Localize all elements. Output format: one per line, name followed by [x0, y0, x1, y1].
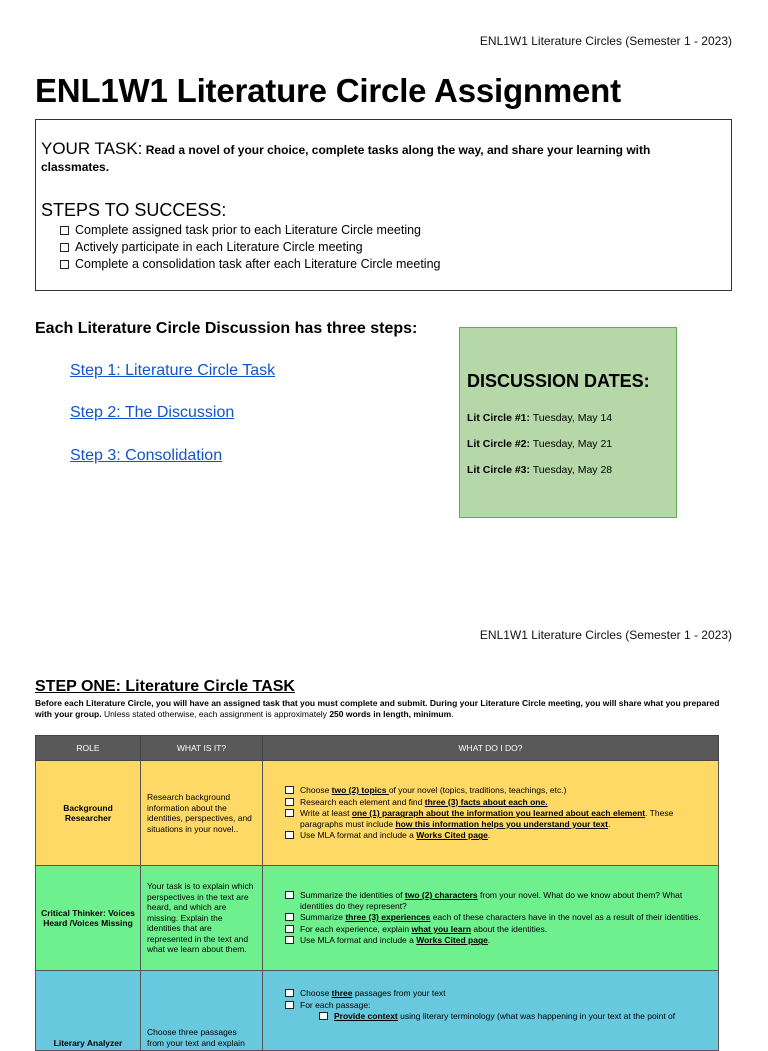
what-cell: Your task is to explain which perspectives in the text are heard, and which are missing. Explain the identities that are represented in the text and what we learn about them.: [141, 866, 263, 971]
column-header-what: WHAT IS IT?: [141, 736, 263, 761]
step-checkbox-item[interactable]: [60, 223, 421, 237]
intro-bold: Before each Literature Circle, you will have an assigned task that you must complete and submit. During your Literature Circle meeting, you will share what you prepared with your group.: [35, 698, 720, 719]
date-row: [467, 438, 612, 450]
step-checkbox-item[interactable]: [60, 257, 440, 271]
intro-text: Unless stated otherwise, each assignment is approximately: [101, 709, 330, 719]
date-row: [467, 464, 612, 476]
todo-cell: [263, 866, 719, 971]
section-intro: [35, 698, 735, 720]
checkbox-icon[interactable]: [285, 809, 294, 817]
role-cell: Critical Thinker: Voices Heard /Voices Missing: [36, 866, 141, 971]
step-label: Complete assigned task prior to each Literature Circle meeting: [75, 223, 422, 237]
role-cell: Literary Analyzer: [36, 971, 141, 1051]
what-cell: Choose three passages from your text and explain: [141, 971, 263, 1051]
dates-heading: DISCUSSION DATES:: [467, 371, 650, 391]
todo-cell: [263, 971, 719, 1051]
table-row: [36, 971, 719, 1051]
running-header: ENL1W1 Literature Circles (Semester 1 - 2023): [479, 628, 732, 642]
role-cell: Background Researcher: [36, 761, 141, 866]
what-cell: Research background information about the identities, perspectives, and situations in your novel..: [141, 761, 263, 866]
steps-heading: STEPS TO SUCCESS:: [41, 200, 227, 220]
step-label: Actively participate in each Literature Circle meeting: [75, 240, 363, 254]
checkbox-icon[interactable]: [285, 831, 294, 839]
link-step-3[interactable]: Step 3: Consolidation: [70, 447, 223, 464]
date-row: [467, 412, 612, 424]
date-value: Tuesday, May 14: [532, 412, 613, 424]
todo-item[interactable]: Research each element and find three (3) facts about each one.: [285, 797, 708, 808]
checkbox-icon[interactable]: [60, 226, 69, 235]
todo-item[interactable]: Write at least one (1) paragraph about the information you learned about each element. These paragraphs must include how this information helps you understand your text.: [285, 808, 708, 829]
date-label: Lit Circle #3:: [467, 464, 531, 476]
intro-bold-length: 250 words in length, minimum: [329, 709, 452, 719]
table-header-row: [36, 736, 719, 761]
task-label: YOUR TASK:: [41, 139, 143, 158]
date-value: Tuesday, May 21: [532, 438, 613, 450]
step-label: Complete a consolidation task after each Literature Circle meeting: [75, 257, 441, 271]
roles-table: [35, 735, 719, 1051]
checkbox-icon[interactable]: [60, 260, 69, 269]
date-label: Lit Circle #1:: [467, 412, 531, 424]
todo-item[interactable]: For each experience, explain what you learn about the identities.: [285, 924, 708, 935]
todo-item[interactable]: Summarize three (3) experiences each of these characters have in the novel as a result of their identities.: [285, 912, 708, 923]
checkbox-icon[interactable]: [285, 989, 294, 997]
task-description: [41, 140, 721, 176]
todo-cell: [263, 761, 719, 866]
checkbox-icon[interactable]: [285, 925, 294, 933]
checkbox-icon[interactable]: [60, 243, 69, 252]
section-title: STEP ONE: Literature Circle TASK: [35, 678, 295, 695]
task-text: Read a novel of your choice, complete tasks along the way, and share your learning with classmates.: [41, 143, 651, 174]
todo-subitem[interactable]: Provide context using literary terminology (what was happening in your text at the point of: [285, 1011, 708, 1022]
todo-item[interactable]: Choose two (2) topics of your novel (topics, traditions, teachings, etc.): [285, 785, 708, 796]
todo-item[interactable]: Use MLA format and include a Works Cited page.: [285, 935, 708, 946]
running-header: ENL1W1 Literature Circles (Semester 1 - 2023): [479, 34, 732, 48]
date-label: Lit Circle #2:: [467, 438, 531, 450]
link-step-1[interactable]: Step 1: Literature Circle Task: [70, 362, 276, 379]
todo-item[interactable]: For each passage:: [285, 1000, 708, 1011]
steps-intro: Each Literature Circle Discussion has three steps:: [35, 320, 418, 337]
checkbox-icon[interactable]: [285, 936, 294, 944]
column-header-role: ROLE: [36, 736, 141, 761]
checkbox-icon[interactable]: [319, 1012, 328, 1020]
checkbox-icon[interactable]: [285, 798, 294, 806]
task-box: [35, 119, 732, 291]
checkbox-icon[interactable]: [285, 891, 294, 899]
discussion-dates-box: [459, 327, 677, 518]
column-header-todo: WHAT DO I DO?: [263, 736, 719, 761]
checkbox-icon[interactable]: [285, 1001, 294, 1009]
link-step-2[interactable]: Step 2: The Discussion: [70, 404, 235, 421]
checkbox-icon[interactable]: [285, 786, 294, 794]
step-checkbox-item[interactable]: [60, 240, 363, 254]
page-title: ENL1W1 Literature Circle Assignment: [35, 72, 621, 109]
table-row: [36, 761, 719, 866]
intro-end: .: [451, 709, 454, 719]
todo-item[interactable]: Use MLA format and include a Works Cited page.: [285, 830, 708, 841]
table-row: [36, 866, 719, 971]
todo-item[interactable]: Choose three passages from your text: [285, 988, 708, 999]
todo-item[interactable]: Summarize the identities of two (2) characters from your novel. What do we know about them? What identities do they represent?: [285, 890, 708, 911]
date-value: Tuesday, May 28: [532, 464, 613, 476]
checkbox-icon[interactable]: [285, 913, 294, 921]
